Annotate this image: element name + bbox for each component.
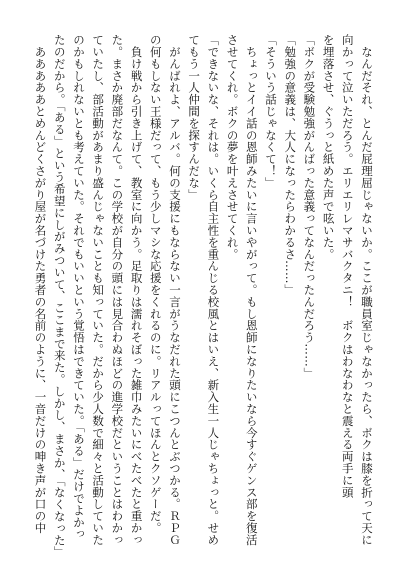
text-line: がんばれよ、アルバ。何の支援にもならない一言がうなだれた頭にこつんとぶつかる。ＲＰＧ bbox=[167, 34, 182, 546]
text-line: 「そういう話じゃなくて！」 bbox=[263, 34, 278, 189]
text-line: 「できないな、それは。いくら自主性を重んじる校風とはいえ、新入生一人じゃちょっと。せめ bbox=[206, 34, 221, 546]
text-line: ていたし、部活動があまり盛んじゃないことも知っていた。だから少人数で細々と活動していた bbox=[91, 34, 106, 546]
text-line: のかもしれないとも考えていた。それでもいいという覚悟はできていた。「ある」だけでよかっ bbox=[71, 34, 86, 540]
text-line: 向かって泣いただろう。エリエリレマサバクタニ！ ボクはわなわなと震える両手に頭 bbox=[340, 34, 355, 499]
text-line: あああああとめんどくさがり屋が名づけた勇者の名前のように、一音だけの呻き声が口の中 bbox=[33, 34, 48, 534]
text-line: てもう一人仲間を探すんだな」 bbox=[187, 34, 202, 201]
text-line: 負け戦から引き上げて、教室に向かう。足取りは濡れそぼった雑巾みたいにべたべたと重かっ bbox=[129, 34, 144, 546]
text-line: なんだそれ、とんだ屁理屈じゃないか。ここが職員室じゃなかったら、ボクは膝を折って天に bbox=[360, 34, 374, 546]
text-line: を埋落させ、ぐうっと紙めた声で呟いた。 bbox=[321, 34, 336, 261]
text-line: 「勉強の意義は、大人になったらわかるさ……」 bbox=[283, 34, 298, 296]
text-line: ちょっとイイ話の恩師みたいに言いやがって。もし恩師になりたいなら今すぐゲンス部を復活 bbox=[244, 34, 259, 546]
text-line: 「ボクが受験勉強がんばった意義ってなんだったんだろう……」 bbox=[302, 34, 317, 380]
text-line: た。まさか廃部だなんて。この学校が自分の頭には見合わぬほどの進学校だということはわかっ bbox=[110, 34, 125, 546]
text-line: たのだから。「ある」という希望にしがみついて、ここまで来た。しかし、まさか、「なくなった」 bbox=[52, 34, 67, 558]
vertical-text-body bbox=[32, 34, 376, 558]
text-line: の何もしない王様だって、もう少しマシな応援をくれるのに。リアルってほんとクソゲーだ。 bbox=[148, 34, 163, 534]
text-line: させてくれ。ボクの夢を叶えさせてくれ。 bbox=[225, 34, 240, 261]
